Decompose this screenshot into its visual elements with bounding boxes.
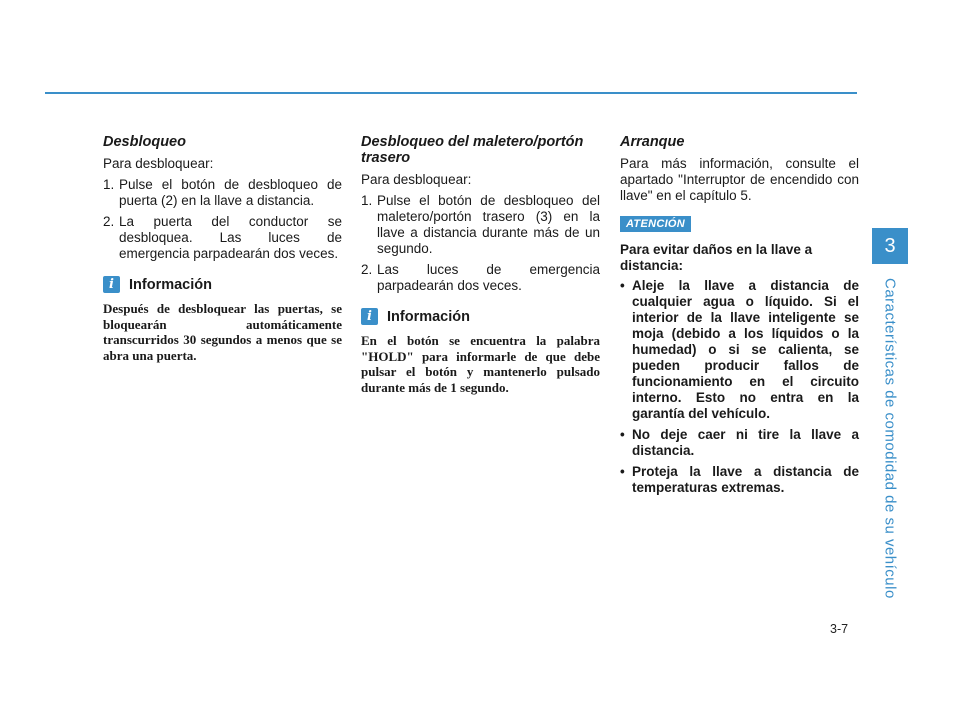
info-title: Información [129,276,212,293]
heading-trunk-unlock: Desbloqueo del maletero/portón trasero [361,134,584,166]
info-header [103,276,342,293]
column-start [620,134,859,501]
heading-unlock: Desbloqueo [103,134,186,150]
list-item: 1. Pulse el botón de desbloqueo del maletero/portón trasero (3) en la llave a distancia durante más de un segundo. [361,193,600,256]
start-intro: Para más información, consulte el apartado "Interruptor de encendido con llave" en el capítulo 5. [620,156,859,203]
trunk-intro: Para desbloquear: [361,172,472,187]
info-icon: i [361,308,378,325]
list-item: 1. Pulse el botón de desbloqueo de puerta (2) en la llave a distancia. [103,177,342,208]
page-number: 3-7 [830,622,849,636]
attention-badge: ATENCIÓN [620,216,691,232]
list-item: 2. Las luces de emergencia parpadearán dos veces. [361,262,600,293]
chapter-title: Características de comodidad de su vehículo [881,278,899,599]
trunk-steps [361,193,600,294]
unlock-intro: Para desbloquear: [103,156,214,171]
heading-start: Arranque [620,134,685,150]
column-trunk-unlock [361,134,600,395]
info-title: Información [387,308,470,325]
chapter-title-vertical [870,278,910,599]
chapter-tab: 3 [872,228,908,264]
list-item: • Aleje la llave a distancia de cualquier agua o líquido. Si el interior de la llave inteligente se moja (debido a los líquidos o la humedad) o si se calienta, se pueden producir fallos de funcionamiento en el circuito interno. Esto no entra en la garantía del vehículo. [620,278,859,422]
info-icon: i [103,276,120,293]
warning-intro: Para evitar daños en la llave a distancia: [620,242,813,273]
column-unlock [103,134,342,363]
list-item: 2. La puerta del conductor se desbloquea. Las luces de emergencia parpadearán dos veces. [103,214,342,261]
info-header [361,308,600,325]
top-rule [45,92,857,94]
unlock-steps [103,177,342,262]
list-item: • No deje caer ni tire la llave a distancia. [620,427,859,459]
list-item: • Proteja la llave a distancia de temperaturas extremas. [620,464,859,496]
warning-bullets [620,278,859,496]
info-body: Después de desbloquear las puertas, se bloquearán automáticamente transcurridos 30 segundos a menos que se abra una puerta. [103,301,342,363]
info-body: En el botón se encuentra la palabra "HOLD" para informarle de que debe pulsar el botón y mantenerlo pulsado durante más de 1 segundo. [361,333,600,395]
